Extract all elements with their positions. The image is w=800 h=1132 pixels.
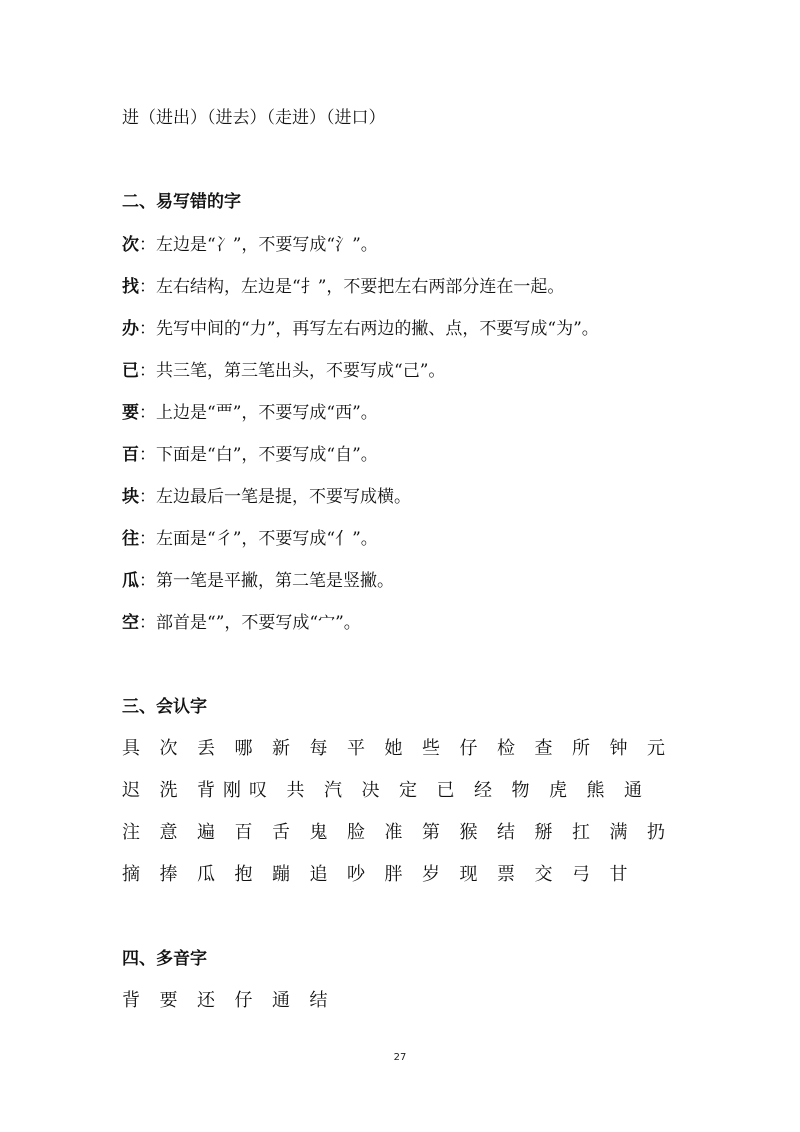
recognize-char: 物 bbox=[511, 780, 530, 801]
recognize-char: 经 bbox=[474, 780, 492, 801]
error-char: 找 bbox=[122, 277, 139, 297]
polyphone-char: 还 bbox=[197, 990, 215, 1011]
error-desc: ：上边是“覀”，不要写成“西”。 bbox=[139, 403, 378, 423]
section-2-heading: 二、易写错的字 bbox=[122, 192, 241, 212]
recognize-char: 弓 bbox=[572, 864, 590, 885]
error-desc: ：左右结构，左边是“扌”，不要把左右两部分连在一起。 bbox=[139, 277, 565, 297]
error-item bbox=[122, 611, 361, 635]
recognize-char: 查 bbox=[534, 738, 553, 759]
recognize-char: 意 bbox=[159, 822, 178, 843]
recognize-char: 鬼 bbox=[309, 822, 328, 843]
polyphone-char: 要 bbox=[159, 990, 178, 1011]
recognize-char: 检 bbox=[497, 738, 515, 759]
error-item bbox=[122, 569, 394, 593]
recognize-char: 些 bbox=[422, 738, 440, 759]
recognize-char: 所 bbox=[572, 738, 590, 759]
polyphone-char: 结 bbox=[309, 990, 328, 1011]
recognize-char: 扛 bbox=[572, 822, 590, 843]
recognize-char: 汽 bbox=[324, 780, 342, 801]
error-char: 瓜 bbox=[122, 571, 139, 591]
error-desc: ：先写中间的“力”，再写左右两边的撇、点，不要写成“为”。 bbox=[139, 319, 599, 339]
error-char: 要 bbox=[122, 403, 139, 423]
recognize-char: 交 bbox=[534, 864, 553, 885]
error-item bbox=[122, 485, 411, 509]
recognize-char: 平 bbox=[347, 738, 365, 759]
recognize-char: 结 bbox=[497, 822, 515, 843]
recognize-char: 熊 bbox=[586, 780, 605, 801]
recognize-char: 准 bbox=[384, 822, 403, 843]
recognize-char: 每 bbox=[309, 738, 328, 759]
error-desc: ：共三笔，第三笔出头，不要写成“己”。 bbox=[139, 361, 446, 381]
recognize-char: 通 bbox=[624, 780, 642, 801]
error-char: 次 bbox=[122, 235, 139, 255]
recognize-char: 蹦 bbox=[272, 864, 290, 885]
recognize-char: 第 bbox=[422, 822, 440, 843]
error-char: 百 bbox=[122, 445, 139, 465]
recognize-char: 洗 bbox=[159, 780, 178, 801]
error-item bbox=[122, 317, 599, 341]
recognize-char: 扔 bbox=[647, 822, 665, 843]
recognize-char: 票 bbox=[497, 864, 515, 885]
recognize-row bbox=[122, 779, 662, 803]
recognize-char: 胖 bbox=[384, 864, 403, 885]
page-number: 27 bbox=[393, 1052, 407, 1063]
error-item bbox=[122, 275, 564, 299]
recognize-char: 遍 bbox=[197, 822, 215, 843]
recognize-char: 甘 bbox=[609, 864, 628, 885]
recognize-char: 岁 bbox=[422, 864, 440, 885]
error-desc: ：下面是“白”，不要写成“自”。 bbox=[139, 445, 378, 465]
error-char: 块 bbox=[122, 487, 139, 507]
recognize-char: 迟 bbox=[122, 780, 140, 801]
error-item bbox=[122, 359, 445, 383]
recognize-char: 百 bbox=[234, 822, 253, 843]
recognize-char: 舌 bbox=[272, 822, 290, 843]
recognize-char: 钟 bbox=[609, 738, 628, 759]
recognize-char: 掰 bbox=[534, 822, 553, 843]
recognize-char: 虎 bbox=[549, 780, 567, 801]
recognize-char: 满 bbox=[609, 822, 628, 843]
polyphone-char: 仔 bbox=[234, 990, 253, 1011]
recognize-char: 捧 bbox=[159, 864, 178, 885]
error-desc: ：第一笔是平撇，第二笔是竖撇。 bbox=[139, 571, 394, 591]
recognize-row bbox=[122, 863, 647, 887]
recognize-char: 哪 bbox=[234, 738, 253, 759]
recognize-char: 脸 bbox=[347, 822, 365, 843]
error-item bbox=[122, 527, 378, 551]
recognize-char: 吵 bbox=[347, 864, 365, 885]
recognize-char: 注 bbox=[122, 822, 140, 843]
recognize-char: 刚 bbox=[223, 780, 241, 801]
error-char: 办 bbox=[122, 319, 139, 339]
error-item bbox=[122, 443, 378, 467]
recognize-char: 丢 bbox=[197, 738, 215, 759]
recognize-char: 仔 bbox=[459, 738, 478, 759]
recognize-char: 已 bbox=[436, 780, 455, 801]
recognize-char: 瓜 bbox=[197, 864, 215, 885]
error-item bbox=[122, 233, 378, 257]
polyphone-char: 通 bbox=[272, 990, 290, 1011]
polyphone-row bbox=[122, 989, 347, 1013]
error-desc: ：左面是“彳”，不要写成“亻”。 bbox=[139, 529, 378, 549]
error-char: 空 bbox=[122, 613, 139, 633]
error-char: 已 bbox=[122, 361, 139, 381]
error-desc: ：左边最后一笔是提，不要写成横。 bbox=[139, 487, 411, 507]
recognize-char: 现 bbox=[459, 864, 478, 885]
error-desc: ：部首是“”，不要写成“宀”。 bbox=[139, 613, 361, 633]
recognize-row bbox=[122, 821, 685, 845]
recognize-char: 定 bbox=[399, 780, 417, 801]
recognize-char: 猴 bbox=[459, 822, 478, 843]
recognize-char: 决 bbox=[361, 780, 380, 801]
recognize-char: 叹 bbox=[249, 780, 267, 801]
error-item bbox=[122, 401, 378, 425]
section-3-heading: 三、会认字 bbox=[122, 697, 207, 717]
recognize-char: 次 bbox=[159, 738, 178, 759]
recognize-char: 元 bbox=[647, 738, 665, 759]
recognize-char: 共 bbox=[286, 780, 305, 801]
recognize-char: 摘 bbox=[122, 864, 140, 885]
recognize-char: 新 bbox=[272, 738, 290, 759]
polyphone-char: 背 bbox=[122, 990, 140, 1011]
recognize-char: 抱 bbox=[234, 864, 253, 885]
top-line: 进（进出）（进去）（走进）（进口） bbox=[122, 108, 386, 128]
recognize-char: 追 bbox=[309, 864, 328, 885]
error-char: 往 bbox=[122, 529, 139, 549]
recognize-char: 她 bbox=[384, 738, 403, 759]
section-4-heading: 四、多音字 bbox=[122, 949, 207, 969]
recognize-row bbox=[122, 737, 685, 761]
error-desc: ：左边是“冫”，不要写成“氵”。 bbox=[139, 235, 378, 255]
recognize-char: 具 bbox=[122, 738, 140, 759]
recognize-char: 背 bbox=[197, 780, 215, 801]
